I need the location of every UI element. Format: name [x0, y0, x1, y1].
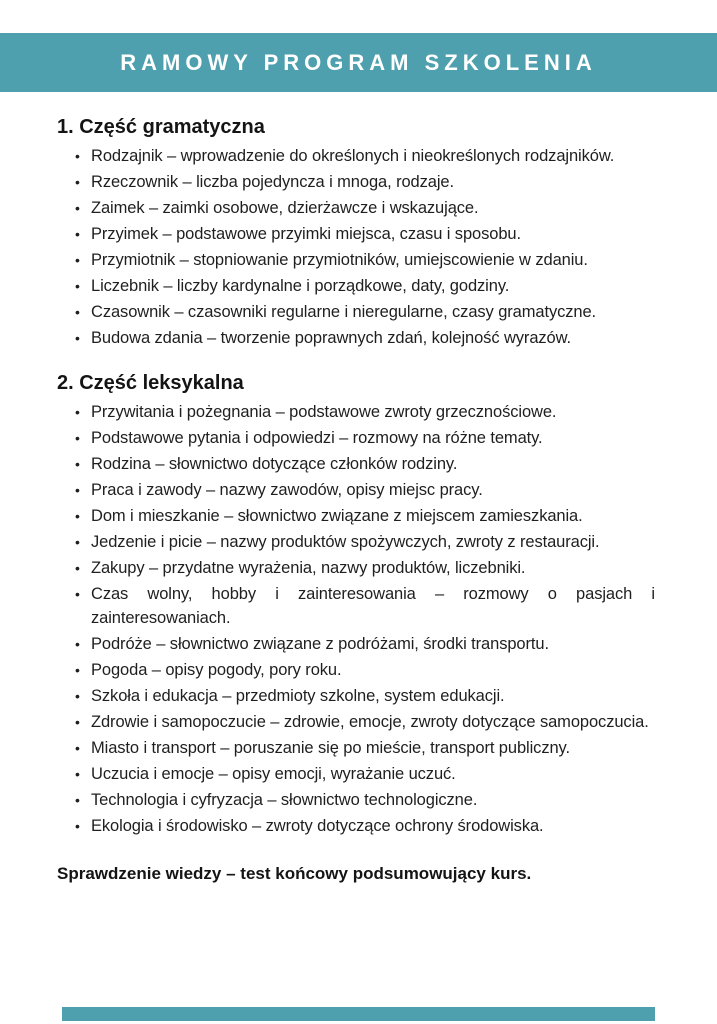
list-item: • Czasownik – czasowniki regularne i nieregularne, czasy gramatyczne.: [75, 300, 655, 324]
list-item: • Zaimek – zaimki osobowe, dzierżawcze i wskazujące.: [75, 196, 655, 220]
list-item: • Przywitania i pożegnania – podstawowe zwroty grzecznościowe.: [75, 400, 655, 424]
list-item: • Zakupy – przydatne wyrażenia, nazwy produktów, liczebniki.: [75, 556, 655, 580]
list-item: • Podstawowe pytania i odpowiedzi – rozmowy na różne tematy.: [75, 426, 655, 450]
lexical-bullet-list: [75, 400, 655, 838]
page-title: RAMOWY PROGRAM SZKOLENIA: [120, 49, 597, 75]
final-assessment-note: Sprawdzenie wiedzy – test końcowy podsumowujący kurs.: [57, 864, 532, 883]
list-item: • Zdrowie i samopoczucie – zdrowie, emocje, zwroty dotyczące samopoczucia.: [75, 710, 655, 734]
list-item: • Czas wolny, hobby i zainteresowania – rozmowy o pasjach i zainteresowaniach.: [75, 582, 655, 630]
section-heading-lexical: 2. Część leksykalna: [57, 372, 244, 394]
list-item: • Dom i mieszkanie – słownictwo związane z miejscem zamieszkania.: [75, 504, 655, 528]
bottom-band: [62, 1007, 655, 1021]
list-item: • Liczebnik – liczby kardynalne i porządkowe, daty, godziny.: [75, 274, 655, 298]
grammar-bullet-list: [75, 144, 655, 350]
list-item: • Ekologia i środowisko – zwroty dotyczące ochrony środowiska.: [75, 814, 655, 838]
header-band: [0, 33, 717, 92]
section-heading-grammar: 1. Część gramatyczna: [57, 116, 265, 138]
list-item: • Rodzina – słownictwo dotyczące członków rodziny.: [75, 452, 655, 476]
list-item: • Podróże – słownictwo związane z podróżami, środki transportu.: [75, 632, 655, 656]
list-item: • Jedzenie i picie – nazwy produktów spożywczych, zwroty z restauracji.: [75, 530, 655, 554]
list-item: • Praca i zawody – nazwy zawodów, opisy miejsc pracy.: [75, 478, 655, 502]
list-item: • Przyimek – podstawowe przyimki miejsca, czasu i sposobu.: [75, 222, 655, 246]
list-item: • Przymiotnik – stopniowanie przymiotników, umiejscowienie w zdaniu.: [75, 248, 655, 272]
list-item: • Technologia i cyfryzacja – słownictwo technologiczne.: [75, 788, 655, 812]
list-item: • Rzeczownik – liczba pojedyncza i mnoga, rodzaje.: [75, 170, 655, 194]
list-item: • Budowa zdania – tworzenie poprawnych zdań, kolejność wyrazów.: [75, 326, 655, 350]
list-item: • Pogoda – opisy pogody, pory roku.: [75, 658, 655, 682]
list-item: • Rodzajnik – wprowadzenie do określonych i nieokreślonych rodzajników.: [75, 144, 655, 168]
page-content: [57, 104, 655, 886]
list-item: • Miasto i transport – poruszanie się po mieście, transport publiczny.: [75, 736, 655, 760]
list-item: • Uczucia i emocje – opisy emocji, wyrażanie uczuć.: [75, 762, 655, 786]
list-item: • Szkoła i edukacja – przedmioty szkolne, system edukacji.: [75, 684, 655, 708]
